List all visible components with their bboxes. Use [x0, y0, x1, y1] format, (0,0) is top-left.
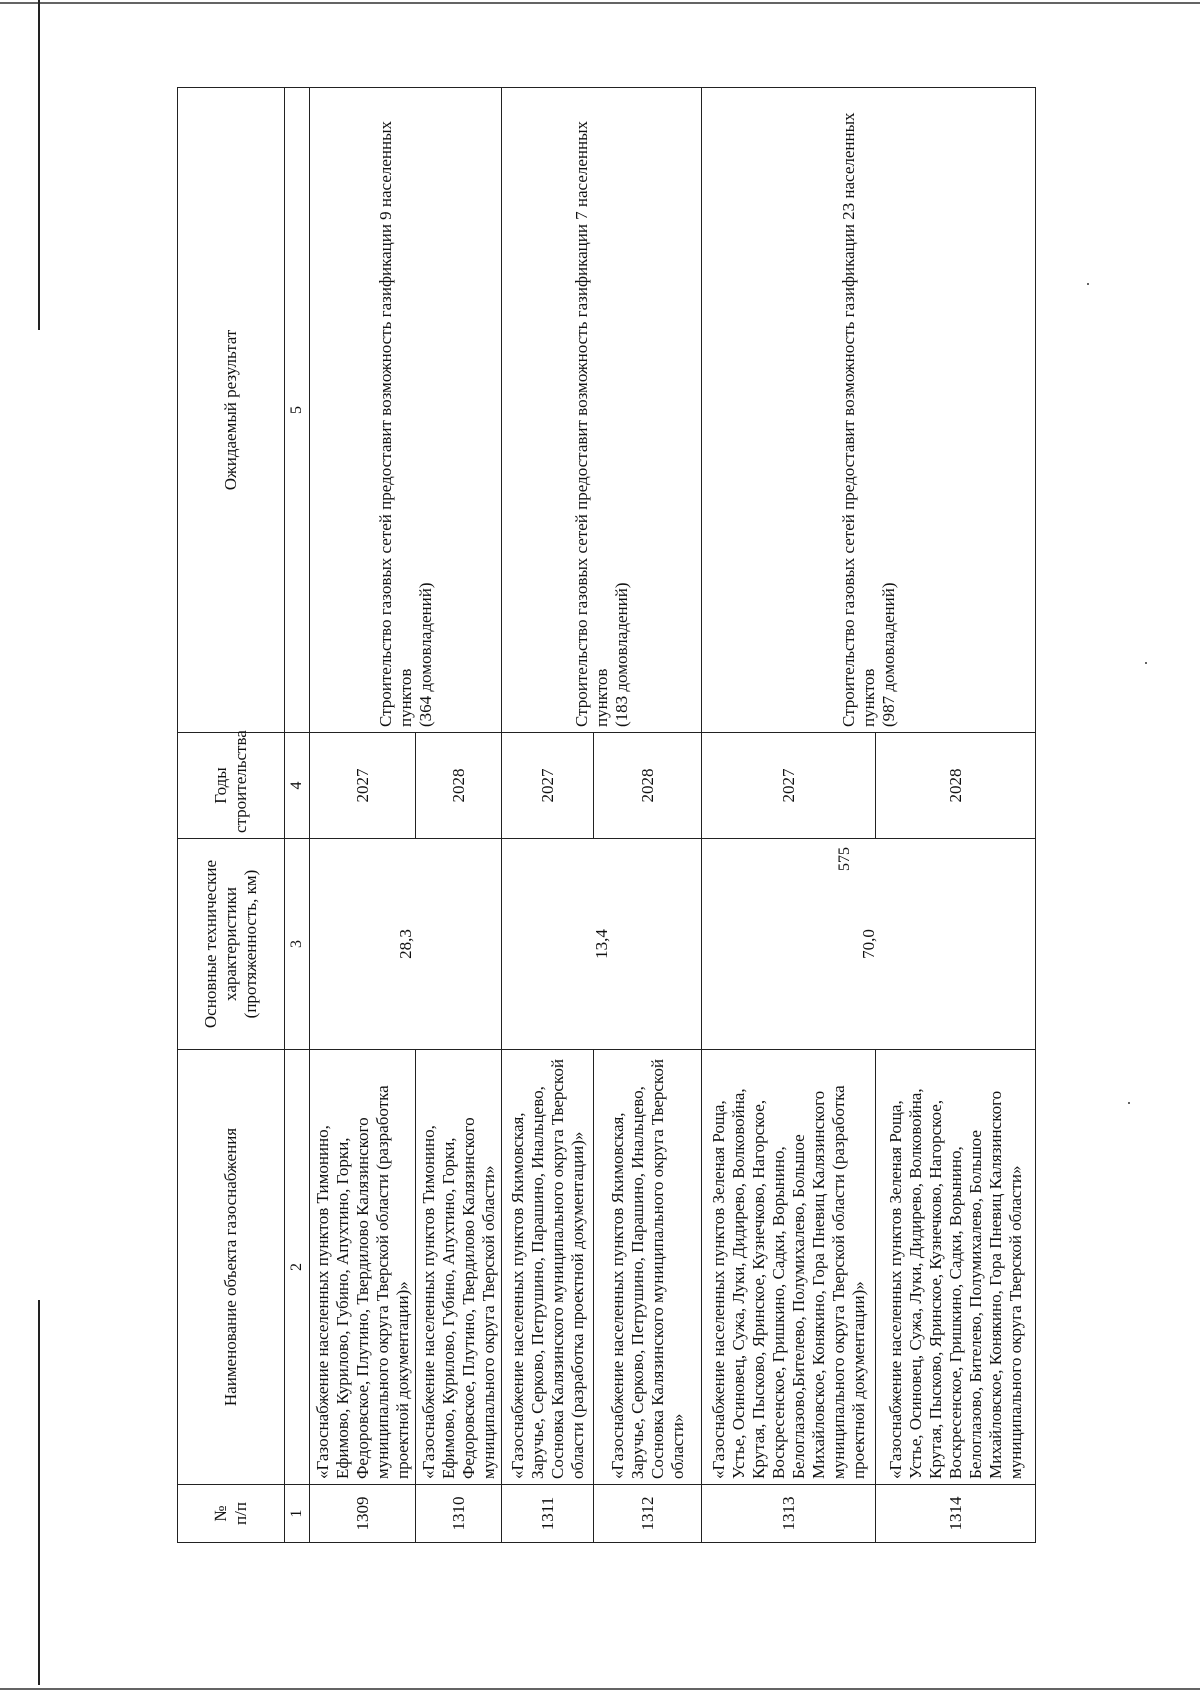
scan-edge-left-lower	[38, 1300, 40, 1685]
row-number: 1309	[310, 1485, 416, 1543]
scan-edge-bottom	[0, 1688, 1200, 1690]
row-number: 1310	[416, 1485, 502, 1543]
row-number: 1312	[594, 1485, 702, 1543]
construction-year: 2028	[876, 733, 1036, 839]
row-number: 1313	[702, 1485, 876, 1543]
construction-year: 2027	[702, 733, 876, 839]
rotated-page	[177, 88, 1200, 1543]
column-number: 1	[285, 1485, 310, 1543]
scan-edge-top	[0, 2, 1200, 4]
object-name: «Газоснабжение населенных пунктов Тимонино, Ефимово, Курилово, Губино, Апухтино, Горки, Федоровское, Плутино, Твердилово Калязинского муниципального округа Тверской области (разработка проектной документации)»	[310, 1050, 416, 1485]
column-number: 4	[285, 733, 310, 839]
object-name: «Газоснабжение населенных пунктов Зеленая Роща, Устье, Осиновец, Сужа, Луки, Дидирево, Волковойна, Крутая, Пысково, Яринское, Кузнечково, Нагорское, Воскресенское, Гришкино, Садки, Ворынино, Белоглазово, Бителево, Полумихалево, Большое Михайловское, Конякино, Гора Пневиц Калязинского муниципального округа Тверской области»	[876, 1050, 1036, 1485]
expected-result: Строительство газовых сетей предоставит возможность газификации 7 населенных пунктов (183 домовладений)	[502, 88, 702, 733]
table-row	[702, 88, 876, 1543]
row-number: 1314	[876, 1485, 1036, 1543]
row-number: 1311	[502, 1485, 594, 1543]
construction-year: 2027	[502, 733, 594, 839]
header-number: № п/п	[178, 1485, 285, 1543]
column-number-row	[285, 88, 310, 1543]
length-km: 70,0	[702, 839, 1036, 1050]
page-number: 575	[836, 847, 853, 871]
object-name: «Газоснабжение населенных пунктов Тимонино, Ефимово, Курилово, Губино, Апухтино, Горки, Федоровское, Плутино, Твердилово Калязинского муниципального округа Тверской области»	[416, 1050, 502, 1485]
column-number: 3	[285, 839, 310, 1050]
expected-result: Строительство газовых сетей предоставит возможность газификации 9 населенных пунктов (364 домовладений)	[310, 88, 502, 733]
expected-result: Строительство газовых сетей предоставит возможность газификации 23 населенных пунктов (987 домовладений)	[702, 88, 1036, 733]
header-years: Годы строительства	[178, 733, 285, 839]
construction-year: 2028	[416, 733, 502, 839]
header-object-name: Наименование объекта газоснабжения	[178, 1050, 285, 1485]
column-number: 5	[285, 88, 310, 733]
length-km: 28,3	[310, 839, 502, 1050]
gasification-table	[177, 87, 1036, 1543]
table-row	[502, 88, 594, 1543]
header-result: Ожидаемый результат	[178, 88, 285, 733]
object-name: «Газоснабжение населенных пунктов Якимовская, Заручье, Серково, Петрушино, Парашино, Инальцево, Сосновка Калязинского муниципального округа Тверской области»	[594, 1050, 702, 1485]
table-row	[310, 88, 416, 1543]
length-km: 13,4	[502, 839, 702, 1050]
construction-year: 2027	[310, 733, 416, 839]
construction-year: 2028	[594, 733, 702, 839]
header-row	[178, 88, 285, 1543]
header-characteristics: Основные технические характеристики (протяженность, км)	[178, 839, 285, 1050]
object-name: «Газоснабжение населенных пунктов Якимовская, Заручье, Серково, Петрушино, Парашино, Инальцево, Сосновка Калязинского муниципального округа Тверской области (разработка проектной документации)»	[502, 1050, 594, 1485]
object-name: «Газоснабжение населенных пунктов Зеленая Роща, Устье, Осиновец, Сужа, Луки, Дидирево, Волковойна, Крутая, Пысково, Яринское, Кузнечково, Нагорское, Воскресенское, Гришкино, Садки, Ворынино, Белоглазово,Бителево, Полумихалево, Большое Михайловское, Конякино, Гора Пневиц Калязинского муниципального округа Тверской области (разработка проектной документации)»	[702, 1050, 876, 1485]
scan-edge-left	[38, 0, 40, 330]
column-number: 2	[285, 1050, 310, 1485]
